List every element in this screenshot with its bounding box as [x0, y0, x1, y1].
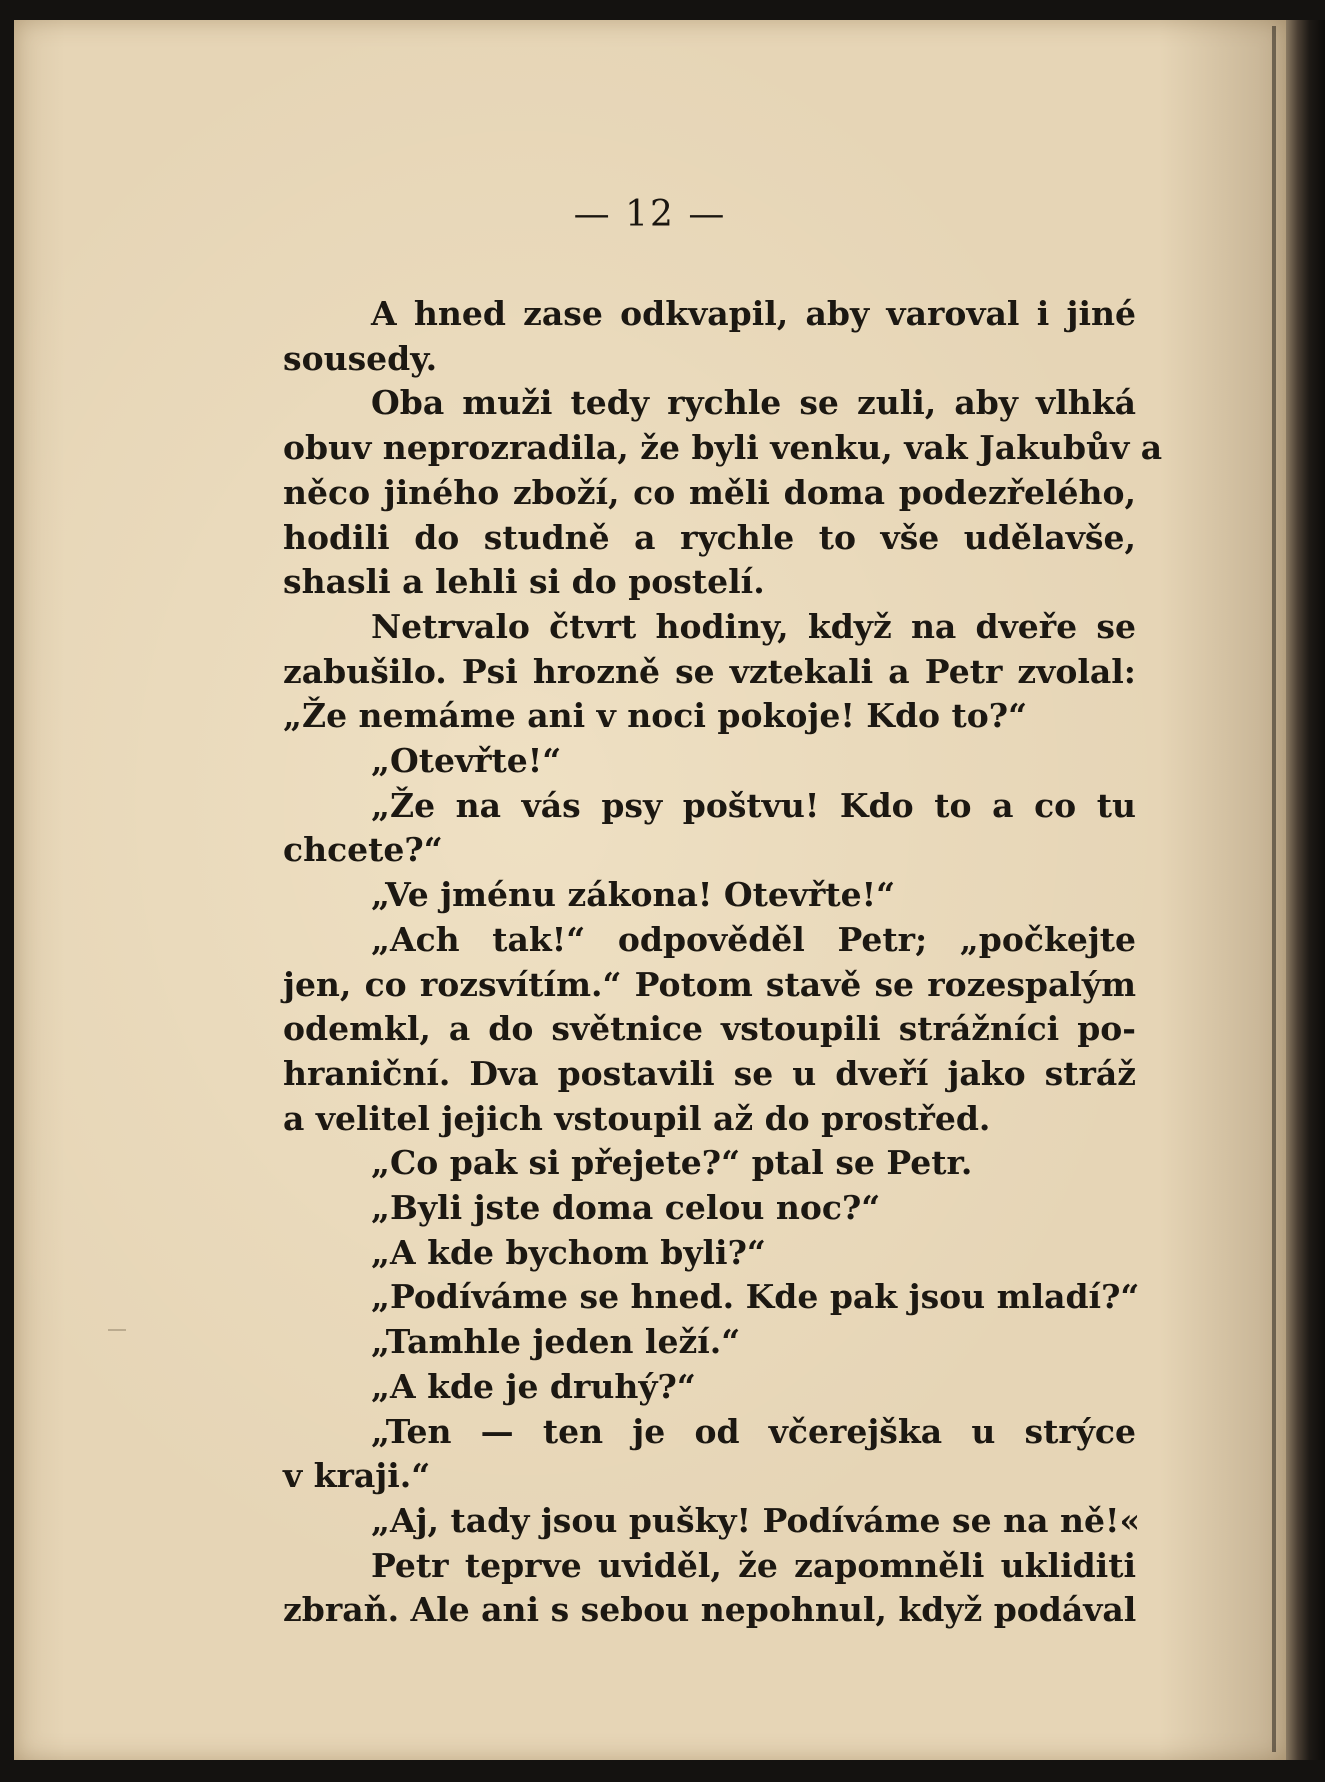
text-line: „Ten — ten je od včerejška u strýce — [371, 1411, 1136, 1451]
text-line: „Že na vás psy poštvu! Kdo to a co tu — [371, 785, 1136, 825]
text-line: „Ve jménu zákona! Otevřte!“ — [371, 875, 896, 915]
text-line: „Ach tak!“ odpověděl Petr; „počkejte — [371, 919, 1136, 959]
text-line: Netrvalo čtvrt hodiny, když na dveře se — [371, 606, 1136, 646]
text-line: „Podíváme se hned. Kde pak jsou mladí?“ — [371, 1277, 1140, 1317]
text-line: sousedy. — [283, 338, 438, 378]
text-line: „Byli jste doma celou noc?“ — [371, 1188, 881, 1228]
body-text — [283, 292, 1163, 1633]
text-line: Oba muži tedy rychle se zuli, aby vlhká — [371, 383, 1136, 423]
page-number: — 12 — — [573, 194, 727, 235]
text-line: jen, co rozsvítím.“ Potom stavě se rozespalým — [283, 964, 1136, 1004]
text-line: v kraji.“ — [283, 1456, 431, 1496]
text-line: něco jiného zboží, co měli doma podezřelého, — [283, 472, 1136, 512]
text-line: hraniční. Dva postavili se u dveří jako stráž — [283, 1053, 1136, 1093]
margin-mark — [108, 1329, 126, 1331]
text-line: obuv neprozradila, že byli venku, vak Jakubův a — [283, 428, 1163, 468]
text-line: „A kde je druhý?“ — [371, 1366, 696, 1406]
text-line: „Aj, tady jsou pušky! Podíváme se na ně!« — [371, 1500, 1141, 1540]
text-line: zabušilo. Psi hrozně se vztekali a Petr zvolal: — [283, 651, 1136, 691]
text-line: „Co pak si přejete?“ ptal se Petr. — [371, 1143, 973, 1183]
text-line: hodili do studně a rychle to vše udělavše, — [283, 517, 1136, 557]
book-page — [14, 20, 1286, 1760]
text-line: odemkl, a do světnice vstoupili strážníci po- — [283, 1009, 1136, 1049]
text-line: zbraň. Ale ani s sebou nepohnul, když podával — [283, 1590, 1137, 1630]
text-line: A hned zase odkvapil, aby varoval i jiné — [371, 294, 1136, 333]
text-line: shasli a lehli si do postelí. — [283, 562, 765, 602]
book-spine-edge — [1286, 20, 1325, 1760]
text-line: „Tamhle jeden leží.“ — [371, 1322, 741, 1362]
spine-shadow — [1272, 26, 1276, 1752]
text-line: „Že nemáme ani v noci pokoje! Kdo to?“ — [283, 696, 1028, 736]
text-line: a velitel jejich vstoupil až do prostřed. — [283, 1098, 991, 1138]
text-line: „Otevřte!“ — [371, 741, 562, 781]
text-line: Petr teprve uviděl, že zapomněli ukliditi — [371, 1545, 1136, 1585]
text-line: „A kde bychom byli?“ — [371, 1232, 766, 1272]
text-line: chcete?“ — [283, 830, 443, 870]
